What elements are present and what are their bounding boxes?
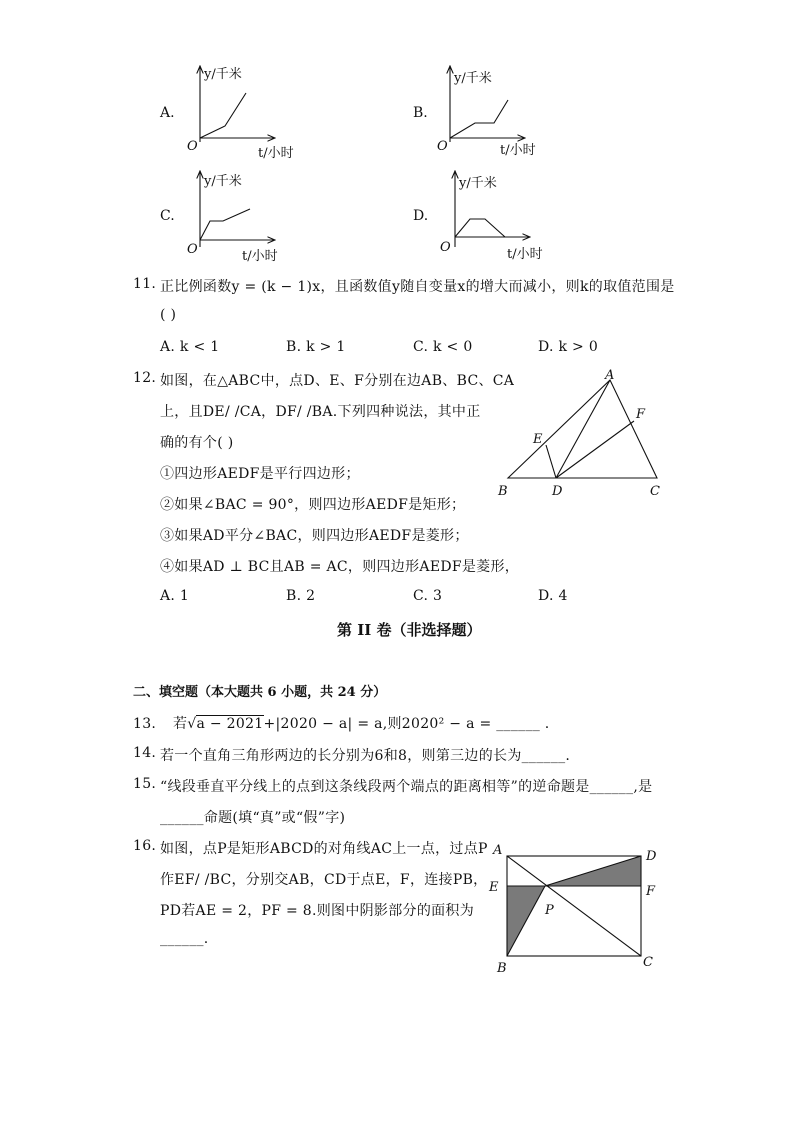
graph-a-y-label: y/千米 [204,67,242,82]
q12-label-c: C [650,484,660,499]
q12-label-b: B [498,484,508,499]
q12-line-3: 确的有个( ) [160,435,234,451]
graph-c-x-label: t/小时 [242,249,278,264]
graph-a-origin: O [187,139,198,154]
graph-b-x-label: t/小时 [500,143,536,158]
q15-number: 15. [133,776,157,792]
q12-label-a: A [605,368,615,383]
q16-number: 16. [133,838,157,854]
graph-b-y-label: y/千米 [454,71,492,86]
option-d-label[interactable]: D. [413,208,429,224]
graph-b-origin: O [437,139,448,154]
q11-option-b[interactable]: B. k > 1 [286,339,346,355]
q13-radicand: a − 2021 [196,716,264,732]
q12-statement-3: ③如果AD平分∠BAC，则四边形AEDF是菱形； [160,528,469,544]
q14-number: 14. [133,745,157,761]
q16-line-1: 如图，点P是矩形ABCD的对角线AC上一点，过点P [160,841,488,857]
sqrt-icon: √ [187,716,197,732]
graph-c-y-label: y/千米 [204,174,242,189]
q13-text-post: +|2020 − a| = a,则2020² − a = ______ . [263,716,550,732]
graph-c [180,165,300,270]
q12-option-a[interactable]: A. 1 [160,588,190,604]
q16-rectangle-figure [485,838,665,978]
q16-label-a: A [493,843,503,858]
q11-option-a[interactable]: A. k < 1 [160,339,220,355]
q12-label-d: D [552,484,563,499]
q13-number: 13. [133,716,157,732]
graph-d-x-label: t/小时 [507,247,543,262]
option-b-label[interactable]: B. [413,105,428,121]
q12-statement-4: ④如果AD ⊥ BC且AB = AC，则四边形AEDF是菱形， [160,559,520,575]
q15-line-1: “线段垂直平分线上的点到这条线段两个端点的距离相等”的逆命题是______,是 [160,779,653,795]
q12-number: 12. [133,370,157,386]
q12-option-c[interactable]: C. 3 [413,588,443,604]
q16-label-f: F [646,884,656,899]
q13-text-pre: 若 [172,716,188,732]
q12-statement-2: ②如果∠BAC = 90°，则四边形AEDF是矩形； [160,497,466,513]
graph-a [180,60,300,165]
q13-row [133,713,550,733]
q12-statement-1: ①四边形AEDF是平行四边形； [160,466,360,482]
graph-d [435,165,555,270]
q11-option-d[interactable]: D. k > 0 [538,339,599,355]
q16-line-3: PD若AE = 2，PF = 8.则图中阴影部分的面积为 [160,903,475,919]
section-2-title: 第 II 卷（非选择题） [337,621,482,639]
q12-label-f: F [636,407,646,422]
q12-option-b[interactable]: B. 2 [286,588,316,604]
q12-option-d[interactable]: D. 4 [538,588,568,604]
q16-label-e: E [489,880,499,895]
q12-triangle-figure [490,365,675,505]
option-c-label[interactable]: C. [160,208,175,224]
option-a-label[interactable]: A. [160,105,175,121]
q16-line-2: 作EF/ /BC，分别交AB，CD于点E，F，连接PB， [160,872,488,888]
q12-line-1: 如图，在△ABC中，点D、E、F分别在边AB、BC、CA [160,373,515,389]
q11-paren: ( ) [160,307,177,323]
q15-line-2: ______命题(填“真”或“假”字) [160,810,346,826]
graph-d-origin: O [440,240,451,255]
q16-label-c: C [643,955,653,970]
graph-d-y-label: y/千米 [459,176,497,191]
q11-option-c[interactable]: C. k < 0 [413,339,473,355]
graph-a-x-label: t/小时 [258,146,294,161]
graph-c-origin: O [187,242,198,257]
q12-line-2: 上，且DE/ /CA，DF/ /BA.下列四种说法，其中正 [160,404,481,420]
q16-line-4: ______. [160,931,209,947]
q16-label-d: D [646,849,657,864]
q16-label-p: P [545,903,554,918]
q11-text: 正比例函数y = (k − 1)x，且函数值y随自变量x的增大而减小，则k的取值范围是 [160,279,675,295]
part-2-heading: 二、填空题（本大题共 6 小题，共 24 分） [133,685,387,700]
q12-label-e: E [533,432,543,447]
graph-b [430,60,550,165]
q11-number: 11. [133,276,157,292]
q16-label-b: B [497,961,507,976]
q14-text: 若一个直角三角形两边的长分别为6和8，则第三边的长为______. [160,748,571,764]
